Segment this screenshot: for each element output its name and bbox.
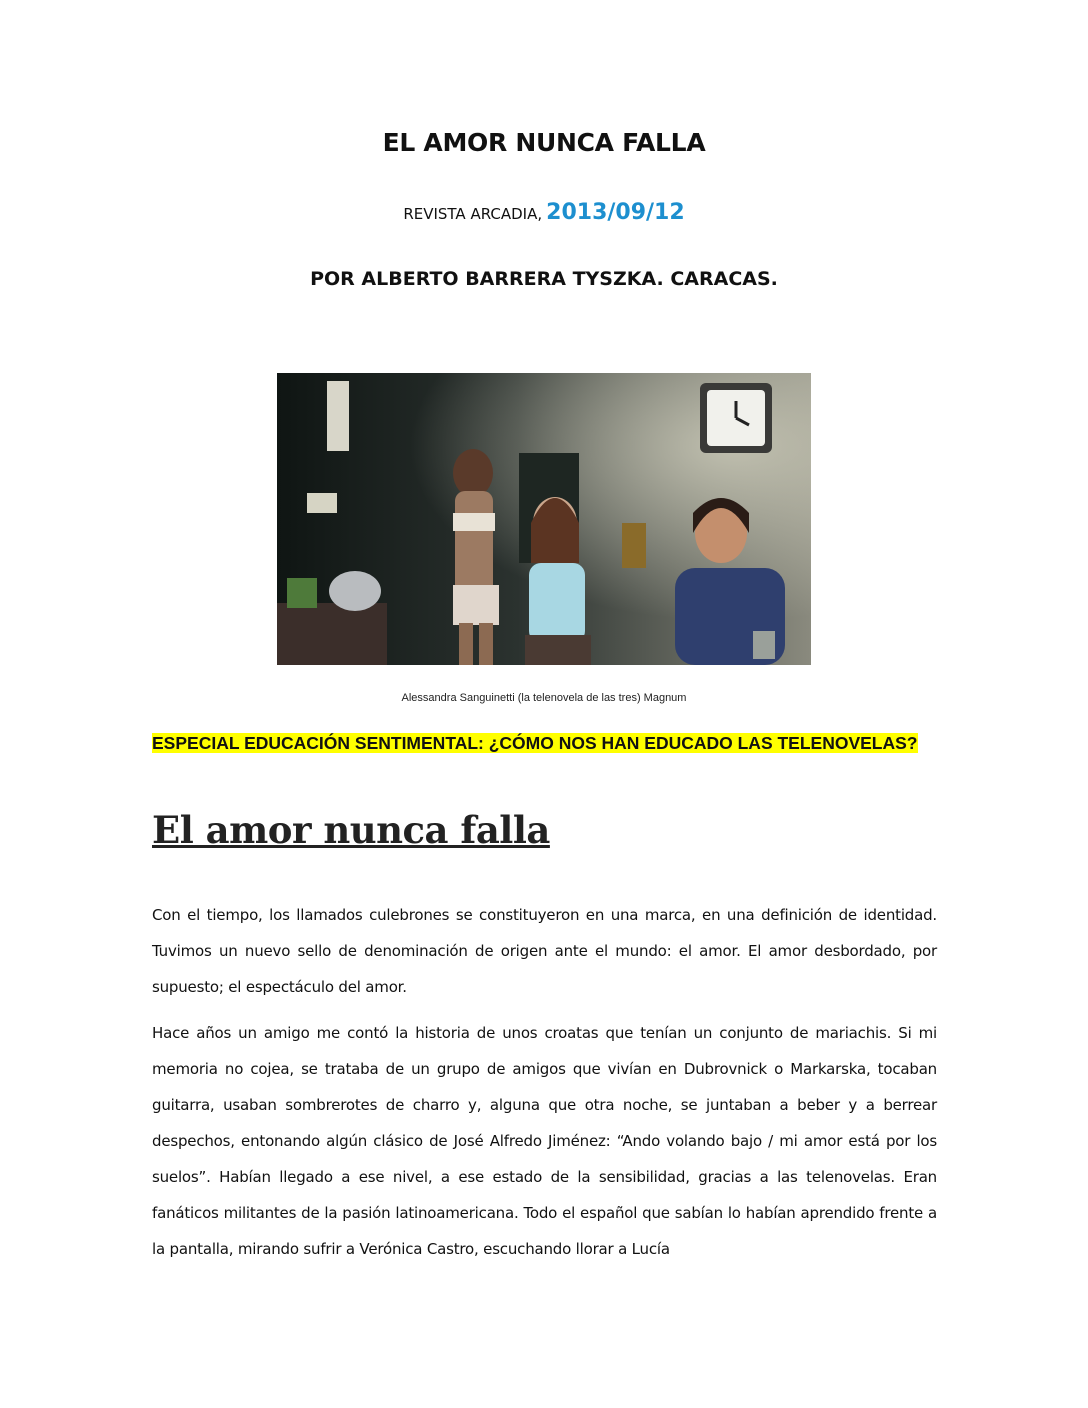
article-paragraph-1: Con el tiempo, los llamados culebrones se constituyeron en una marca, en una definición de identidad. Tuvimos un nuevo sello de denominación de origen ante el mundo: el amor. El amor desbordado, por supuesto; el espectáculo del amor.	[152, 906, 937, 996]
photo-illustration	[277, 373, 811, 665]
photo-caption: Alessandra Sanguinetti (la telenovela de las tres) Magnum	[401, 692, 687, 704]
article-paragraph-2: Hace años un amigo me contó la historia de unos croatas que tenían un conjunto de mariachis. Si mi memoria no cojea, se trataba de un grupo de amigos que vivían en Dubrovnick o Markarska, tocaban guitarra, usaban sombrerotes de charro y, alguna que otra noche, se juntaban a beber y a berrear despechos, entonando algún clásico de José Alfredo Jiménez: “Ando volando bajo / mi amor está por los suelos”. Habían llegado a ese nivel, a ese estado de la sensibilidad, gracias a las telenovelas. Eran fanáticos militantes de la pasión latinoamericana. Todo el español que sabían lo habían aprendido frente a la pantalla, mirando sufrir a Verónica Castro, escuchando llorar a Lucía	[152, 1024, 937, 1258]
author-byline: POR ALBERTO BARRERA TYSZKA. CARACAS.	[310, 268, 778, 290]
article-photo	[277, 373, 811, 665]
special-section-label	[152, 728, 937, 759]
special-highlight: ESPECIAL EDUCACIÓN SENTIMENTAL: ¿CÓMO NOS HAN EDUCADO LAS TELENOVELAS?	[152, 733, 918, 753]
publication-date: 2013/09/12	[546, 200, 685, 225]
document-title: EL AMOR NUNCA FALLA	[382, 128, 706, 157]
publication-name: REVISTA ARCADIA,	[403, 205, 543, 223]
article-headline: El amor nunca falla	[152, 808, 550, 852]
publication-line	[0, 200, 1088, 225]
